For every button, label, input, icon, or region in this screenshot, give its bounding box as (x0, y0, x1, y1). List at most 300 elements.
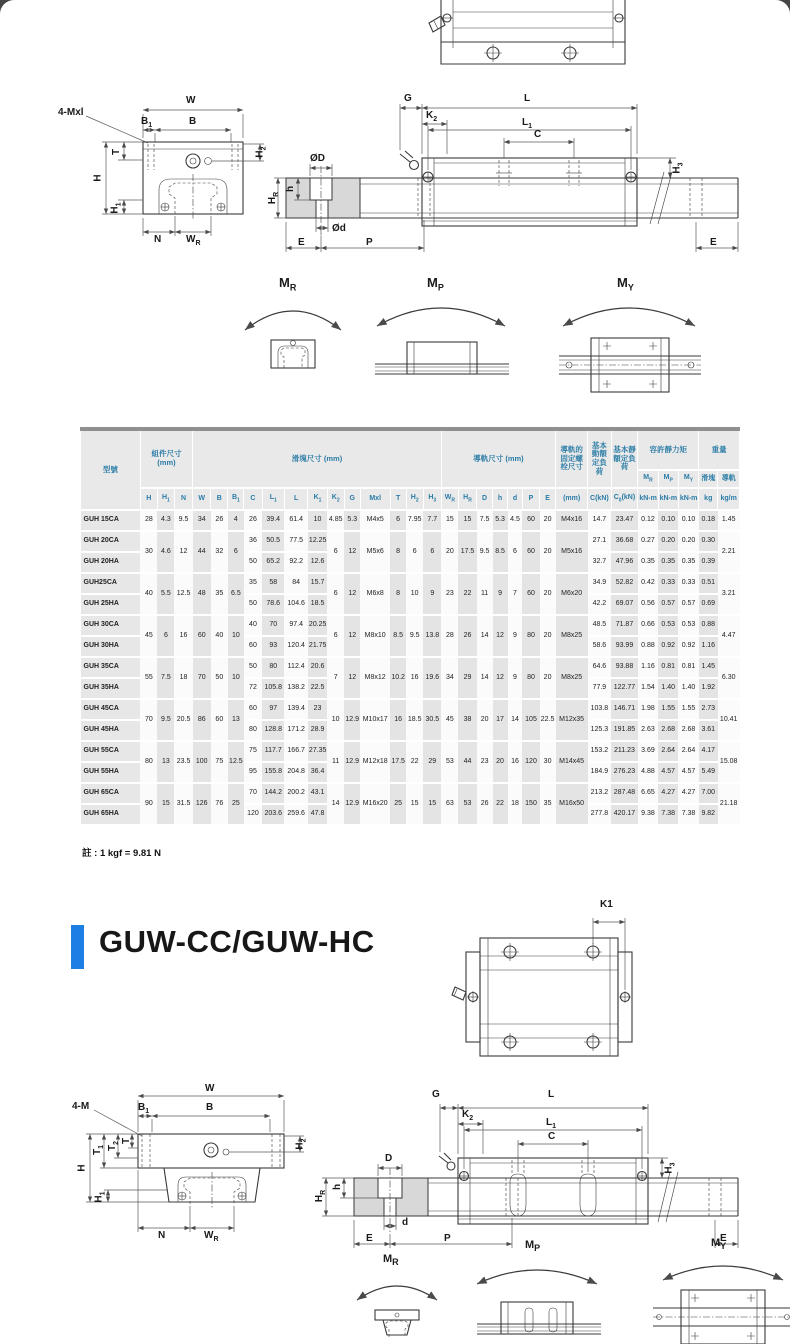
dim-label-b1: $B_1$ (141, 116, 153, 129)
table-cell: M8x25 (556, 615, 588, 657)
guw-moment-diagrams (325, 1238, 790, 1344)
table-cell: 100 (193, 741, 211, 783)
table-cell: 5.3 (493, 510, 508, 531)
dim-label-h3: $H_3$ (671, 162, 685, 174)
table-cell: 20 (540, 510, 556, 531)
table-cell: 1.40 (658, 678, 678, 699)
table-cell: M10x17 (360, 699, 390, 741)
table-cell: 77.9 (588, 678, 611, 699)
table-cell: GUH 45HA (81, 720, 141, 741)
table-cell: 10 (228, 657, 244, 699)
table-cell: 71.87 (611, 615, 638, 636)
column-group-header: 重量 (699, 429, 740, 470)
table-cell: 3.69 (638, 741, 658, 762)
front-section-lineart (58, 86, 273, 258)
top-view-partial-lineart (398, 0, 658, 85)
column-sub-header: $M_R$ (638, 470, 658, 488)
table-cell: 72 (244, 678, 262, 699)
table-cell: 20 (493, 741, 508, 783)
column-unit-header: kN-m (638, 488, 658, 510)
table-cell: 63 (441, 783, 458, 825)
table-cell: 10 (327, 699, 344, 741)
column-sub-header: 滑塊 (699, 470, 718, 488)
table-cell: 10.41 (718, 699, 740, 741)
table-cell: GUH 55CA (81, 741, 141, 762)
table-cell: 2.21 (718, 531, 740, 573)
table-cell: 9 (423, 573, 441, 615)
table-cell: 1.54 (638, 678, 658, 699)
dim-label-t1: $T_1$ (92, 1144, 106, 1156)
table-cell: 2.64 (678, 741, 698, 762)
table-cell: 2.73 (699, 699, 718, 720)
table-cell: 5.5 (157, 573, 174, 615)
table-cell: 34 (193, 510, 211, 531)
column-unit-header: C(kN) (588, 488, 611, 510)
table-cell: 50 (244, 552, 262, 573)
table-cell: 22 (493, 783, 508, 825)
column-sub-header: 導軌 (718, 470, 740, 488)
table-cell: 12.6 (308, 552, 327, 573)
table-cell: 1.45 (699, 657, 718, 678)
column-unit-header: $H_R$ (458, 488, 476, 510)
table-cell: 1.55 (678, 699, 698, 720)
table-cell: 144.2 (262, 783, 284, 804)
table-cell: 22.5 (540, 699, 556, 741)
table-cell: 14 (508, 699, 523, 741)
dim-label-h2: $H_2$ (294, 1138, 308, 1150)
table-row (81, 741, 740, 762)
guw-front-section-drawing (72, 1082, 337, 1254)
dim-label-od: ØD (310, 153, 325, 164)
table-cell: 14 (477, 657, 493, 699)
column-unit-header: W (193, 488, 211, 510)
table-cell: 45 (441, 699, 458, 741)
table-cell: 12.9 (344, 783, 360, 825)
table-cell: 2.64 (658, 741, 678, 762)
table-cell: 9.5 (406, 615, 423, 657)
table-cell: 0.53 (678, 615, 698, 636)
table-note: 註 : 1 kgf = 9.81 N (82, 848, 161, 859)
table-cell: 0.92 (678, 636, 698, 657)
table-cell: 93.88 (611, 657, 638, 678)
table-cell: 29 (423, 741, 441, 783)
top-view-partial-drawing (398, 0, 658, 85)
column-unit-header: P (522, 488, 539, 510)
table-cell: 0.33 (678, 573, 698, 594)
table-cell: 27.1 (588, 531, 611, 552)
table-cell: 86 (193, 699, 211, 741)
table-cell: 18.5 (406, 699, 423, 741)
table-cell: 92.2 (284, 552, 307, 573)
table-cell: 95 (244, 762, 262, 783)
moment-label-my: $M_Y$ (711, 1237, 727, 1252)
dim-label-od2: Ød (332, 223, 346, 234)
table-cell: 35 (244, 573, 262, 594)
dim-label-h1: $H_1$ (109, 202, 123, 214)
table-cell: 48 (193, 573, 211, 615)
table-cell: 1.16 (699, 636, 718, 657)
table-cell: 200.2 (284, 783, 307, 804)
table-cell: GUH 15CA (81, 510, 141, 531)
table-cell: 1.92 (699, 678, 718, 699)
table-cell: 11 (477, 573, 493, 615)
column-unit-header: L (284, 488, 307, 510)
table-cell: 50 (211, 657, 228, 699)
column-unit-header: C (244, 488, 262, 510)
table-cell: 4.6 (157, 531, 174, 573)
table-cell: M12x35 (556, 699, 588, 741)
table-cell: 166.7 (284, 741, 307, 762)
table-cell: 20 (441, 531, 458, 573)
table-cell: 8.5 (493, 531, 508, 573)
table-cell: M5x16 (556, 531, 588, 573)
table-cell: 0.51 (699, 573, 718, 594)
table-cell: 150 (522, 783, 539, 825)
table-cell: 23 (477, 741, 493, 783)
table-cell: 0.56 (638, 594, 658, 615)
table-cell: 4.5 (508, 510, 523, 531)
table-cell: 35 (540, 783, 556, 825)
table-cell: 28.9 (308, 720, 327, 741)
table-cell: 70 (244, 783, 262, 804)
table-cell: 60 (522, 510, 539, 531)
table-cell: 70 (262, 615, 284, 636)
table-cell: 1.98 (638, 699, 658, 720)
dim-label-g: G (432, 1089, 440, 1100)
table-cell: 8 (390, 531, 406, 573)
table-cell: 120 (244, 804, 262, 825)
dim-label-k2: $K_2$ (426, 110, 438, 123)
table-cell: 23.5 (174, 741, 192, 783)
column-unit-header: kg/m (718, 488, 740, 510)
table-cell: 1.55 (658, 699, 678, 720)
dim-label-d-small: d (402, 1217, 409, 1228)
guw-side-view-drawing (314, 1078, 745, 1256)
table-cell: 9.5 (157, 699, 174, 741)
table-cell: 139.4 (284, 699, 307, 720)
table-cell: 10.2 (390, 657, 406, 699)
dim-label-c: C (534, 129, 542, 140)
table-cell: 38 (458, 699, 476, 741)
column-unit-header: kN-m (658, 488, 678, 510)
table-cell: 47.96 (611, 552, 638, 573)
table-cell: 60 (244, 636, 262, 657)
dim-label-l: L (524, 93, 531, 104)
table-cell: 40 (140, 573, 157, 615)
table-cell: 184.9 (588, 762, 611, 783)
dim-label-w: W (186, 95, 196, 106)
table-cell: 17 (493, 699, 508, 741)
table-row (81, 657, 740, 678)
table-cell: GUH 65HA (81, 804, 141, 825)
table-cell: 0.27 (638, 531, 658, 552)
table-cell: 13 (157, 741, 174, 783)
dim-label-b: B (189, 116, 197, 127)
table-cell: 30.5 (423, 699, 441, 741)
table-cell: 10 (308, 510, 327, 531)
table-cell: 80 (140, 741, 157, 783)
dim-label-hr: $H_R$ (267, 191, 281, 205)
table-cell: M4x5 (360, 510, 390, 531)
table-cell: 0.35 (638, 552, 658, 573)
table-row (81, 510, 740, 531)
side-view-drawing (267, 78, 744, 270)
table-cell: 103.8 (588, 699, 611, 720)
table-cell: 4.88 (638, 762, 658, 783)
table-cell: 93.99 (611, 636, 638, 657)
table-cell: 0.53 (658, 615, 678, 636)
column-unit-header: $K_1$ (308, 488, 327, 510)
table-cell: 80 (522, 615, 539, 657)
table-cell: 43.1 (308, 783, 327, 804)
table-cell: 0.35 (678, 552, 698, 573)
table-cell: 17.5 (458, 531, 476, 573)
table-row (81, 699, 740, 720)
table-cell: 70 (193, 657, 211, 699)
table-cell: 80 (244, 720, 262, 741)
table-cell: 0.10 (678, 510, 698, 531)
table-cell: 0.69 (699, 594, 718, 615)
column-group-header: 基本動額定負荷 (588, 429, 611, 488)
table-cell: 25 (228, 783, 244, 825)
table-cell: 0.81 (678, 657, 698, 678)
table-cell: 1.40 (678, 678, 698, 699)
table-cell: M14x45 (556, 741, 588, 783)
column-unit-header: N (174, 488, 192, 510)
table-cell: 97 (262, 699, 284, 720)
column-group-header: 滑塊尺寸 (mm) (193, 429, 442, 488)
table-cell: M8x25 (556, 657, 588, 699)
table-cell: 12.9 (344, 741, 360, 783)
table-cell: 2.63 (638, 720, 658, 741)
table-cell: M4x16 (556, 510, 588, 531)
dim-label-e2: E (710, 237, 717, 248)
table-cell: 6 (508, 531, 523, 573)
dim-label-h2: $H_2$ (254, 146, 268, 158)
table-cell: 0.88 (638, 636, 658, 657)
column-unit-header: E (540, 488, 556, 510)
dim-label-n: N (158, 1230, 166, 1241)
column-unit-header: d (508, 488, 523, 510)
dim-label-t: T (121, 1137, 133, 1145)
table-cell: 60 (244, 699, 262, 720)
table-cell: 9 (508, 615, 523, 657)
section-accent-bar (71, 925, 84, 969)
column-unit-header: kg (699, 488, 718, 510)
table-cell: 7.5 (477, 510, 493, 531)
dim-label-4mxl: 4-Mxl (58, 107, 84, 118)
table-cell: 13.8 (423, 615, 441, 657)
table-cell: 12.9 (344, 699, 360, 741)
table-cell: 32.7 (588, 552, 611, 573)
dim-label-b1: $B_1$ (138, 1102, 150, 1115)
table-row (81, 573, 740, 594)
table-cell: 4.57 (678, 762, 698, 783)
table-cell: M5x6 (360, 531, 390, 573)
table-cell: 45 (140, 615, 157, 657)
dim-label-k1: K1 (600, 899, 613, 910)
table-cell: 112.4 (284, 657, 307, 678)
table-cell: 0.12 (638, 510, 658, 531)
table-cell: 0.81 (658, 657, 678, 678)
dim-label-hr: $H_R$ (314, 1189, 328, 1203)
table-cell: 70 (140, 699, 157, 741)
column-unit-header: $W_R$ (441, 488, 458, 510)
column-unit-header: $H_1$ (157, 488, 174, 510)
table-cell: 50.5 (262, 531, 284, 552)
table-cell: 7.38 (678, 804, 698, 825)
table-cell: 420.17 (611, 804, 638, 825)
table-cell: 7 (508, 573, 523, 615)
table-cell: 4.17 (699, 741, 718, 762)
table-cell: 146.71 (611, 699, 638, 720)
table-cell: 18 (508, 783, 523, 825)
table-cell: GUH 25HA (81, 594, 141, 615)
table-cell: 50 (244, 657, 262, 678)
table-cell: 0.57 (658, 594, 678, 615)
table-cell: 77.5 (284, 531, 307, 552)
table-cell: 6.30 (718, 657, 740, 699)
table-cell: 42.2 (588, 594, 611, 615)
table-cell: 0.92 (658, 636, 678, 657)
table-cell: 75 (244, 741, 262, 762)
table-cell: 155.8 (262, 762, 284, 783)
column-unit-header: B (211, 488, 228, 510)
table-cell: 0.20 (658, 531, 678, 552)
column-unit-header: Mxl (360, 488, 390, 510)
dim-label-h1: $H_1$ (93, 1191, 107, 1203)
table-cell: 20.6 (308, 657, 327, 678)
table-cell: 34.9 (588, 573, 611, 594)
column-sub-header: $M_Y$ (678, 470, 698, 488)
table-cell: M16x50 (556, 783, 588, 825)
table-cell: 4.85 (327, 510, 344, 531)
column-sub-header: $M_P$ (658, 470, 678, 488)
table-cell: 2.68 (678, 720, 698, 741)
table-cell: 17.5 (390, 741, 406, 783)
table-cell: 15 (423, 783, 441, 825)
table-cell: 15.7 (308, 573, 327, 594)
table-cell: 21.75 (308, 636, 327, 657)
table-cell: 6 (423, 531, 441, 573)
table-cell: 7.00 (699, 783, 718, 804)
dim-label-b: B (206, 1102, 214, 1113)
table-cell: 204.8 (284, 762, 307, 783)
table-cell: 19.6 (423, 657, 441, 699)
table-cell: 12 (344, 657, 360, 699)
table-cell: 15 (441, 510, 458, 531)
column-unit-header: $B_1$ (228, 488, 244, 510)
column-unit-header: kN-m (678, 488, 698, 510)
table-cell: 0.88 (699, 615, 718, 636)
moment-diagrams (225, 276, 705, 400)
table-cell: 15.08 (718, 741, 740, 783)
table-cell: 28 (441, 615, 458, 657)
table-cell: 60 (522, 531, 539, 573)
table-cell: 11 (327, 741, 344, 783)
column-unit-header: H (140, 488, 157, 510)
table-cell: 69.07 (611, 594, 638, 615)
table-cell: 35 (211, 573, 228, 615)
table-cell: 128.8 (262, 720, 284, 741)
dim-label-wr: $W_R$ (204, 1230, 219, 1243)
table-cell: 23 (308, 699, 327, 720)
table-cell: 26 (477, 783, 493, 825)
table-cell: 7 (327, 657, 344, 699)
table-cell: 12.5 (174, 573, 192, 615)
table-cell: 7.5 (157, 657, 174, 699)
front-section-drawing (58, 86, 273, 258)
table-row (81, 615, 740, 636)
dim-label-wr: $W_R$ (186, 234, 201, 247)
dim-label-t: T (111, 148, 123, 156)
table-cell: 76 (211, 783, 228, 825)
table-cell: 40 (211, 615, 228, 657)
table-cell: GUH 30HA (81, 636, 141, 657)
table-cell: 53 (458, 783, 476, 825)
table-cell: 15 (406, 783, 423, 825)
table-cell: 58.6 (588, 636, 611, 657)
table-cell: GUH 65CA (81, 783, 141, 804)
table-cell: 21.18 (718, 783, 740, 825)
table-cell: 8 (390, 573, 406, 615)
table-cell: 171.2 (284, 720, 307, 741)
guw-top-view-lineart (448, 898, 740, 1078)
table-cell: 6 (327, 615, 344, 657)
table-cell: 20.5 (174, 699, 192, 741)
table-cell: 12 (493, 657, 508, 699)
table-row (81, 783, 740, 804)
dim-label-w: W (205, 1083, 215, 1094)
table-cell: GUH 45CA (81, 699, 141, 720)
table-cell: 0.10 (658, 510, 678, 531)
dim-label-e: E (366, 1233, 373, 1244)
table-cell: 9.82 (699, 804, 718, 825)
table-cell: 0.18 (699, 510, 718, 531)
table-cell: 15 (157, 783, 174, 825)
table-cell: 3.61 (699, 720, 718, 741)
table-cell: 30 (140, 531, 157, 573)
table-cell: 16 (508, 741, 523, 783)
table-cell: GUH25CA (81, 573, 141, 594)
dim-label-t2: $T_2$ (107, 1140, 121, 1152)
dim-label-l1: $L_1$ (522, 117, 533, 130)
table-cell: 213.2 (588, 783, 611, 804)
table-cell: 26 (211, 510, 228, 531)
table-cell: 287.48 (611, 783, 638, 804)
table-cell: 80 (522, 657, 539, 699)
table-cell: 6.65 (638, 783, 658, 804)
table-cell: 22.5 (308, 678, 327, 699)
table-cell: 6 (228, 531, 244, 573)
table-cell: 2.68 (658, 720, 678, 741)
dim-label-p: P (366, 237, 373, 248)
table-cell: 20.25 (308, 615, 327, 636)
table-cell: 20 (540, 615, 556, 657)
table-cell: 18 (174, 657, 192, 699)
table-cell: 12.25 (308, 531, 327, 552)
table-cell: 0.35 (658, 552, 678, 573)
table-cell: M12x18 (360, 741, 390, 783)
table-cell: 9 (493, 573, 508, 615)
column-group-header: 型號 (81, 429, 141, 510)
table-cell: 0.33 (658, 573, 678, 594)
table-cell: 53 (441, 741, 458, 783)
column-unit-header: $K_2$ (327, 488, 344, 510)
table-cell: 7.7 (423, 510, 441, 531)
table-cell: 104.6 (284, 594, 307, 615)
table-cell: 75 (211, 741, 228, 783)
